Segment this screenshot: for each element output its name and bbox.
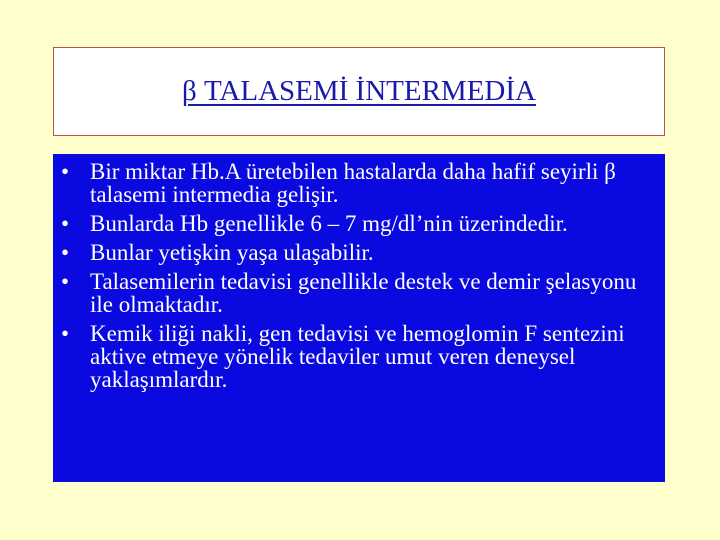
content-box: [53, 154, 665, 482]
bullet-dot-icon: •: [61, 269, 70, 294]
bullet-dot-icon: •: [61, 159, 70, 184]
bullet-dot-icon: •: [61, 240, 70, 265]
bullet-list: [57, 160, 645, 391]
title-box: [53, 47, 665, 136]
bullet-item: [57, 322, 645, 391]
bullet-text: Bir miktar Hb.A üretebilen hastalarda daha hafif seyirli β talasemi intermedia gelişir.: [90, 159, 616, 207]
bullet-text: Talasemilerin tedavisi genellikle destek ve demir şelasyonu ile olmaktadır.: [90, 269, 637, 317]
bullet-item: [57, 241, 645, 264]
slide-title: β TALASEMİ İNTERMEDİA: [182, 75, 536, 107]
bullet-item: [57, 160, 645, 206]
bullet-dot-icon: •: [61, 321, 70, 346]
bullet-text: Bunlar yetişkin yaşa ulaşabilir.: [90, 240, 374, 265]
bullet-item: [57, 212, 645, 235]
bullet-dot-icon: •: [61, 211, 70, 236]
bullet-text: Kemik iliği nakli, gen tedavisi ve hemoglomin F sentezini aktive etmeye yönelik tedaviler umut veren deneysel yaklaşımlardır.: [90, 321, 625, 392]
bullet-text: Bunlarda Hb genellikle 6 – 7 mg/dl’nin üzerindedir.: [90, 211, 568, 236]
bullet-item: [57, 270, 645, 316]
